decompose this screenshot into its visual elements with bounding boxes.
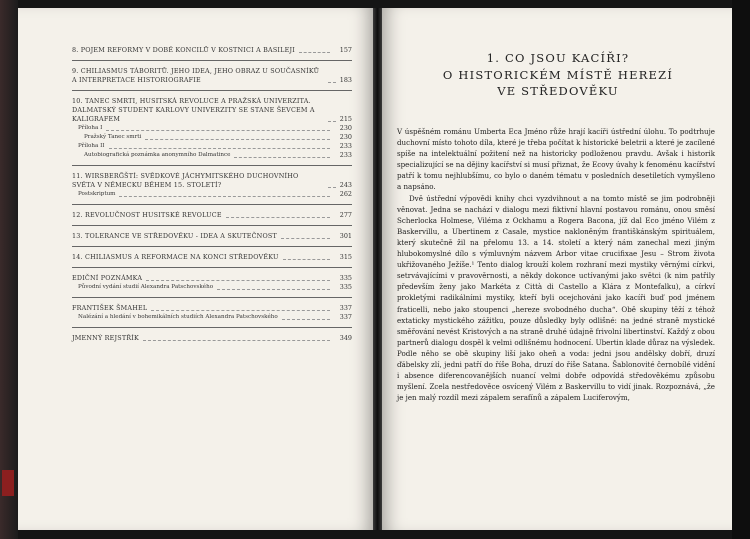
toc-entry-title: EDIČNÍ POZNÁMKA <box>72 274 143 282</box>
body-paragraph: V úspěšném románu Umberta Eca Jméno růže hrají kacíři ústřední úlohu. To podtrhuje duchovní místo tohoto díla, které je třeba počítat k historické beletrii a které je zacílené spíše na intelektuální požitení než na historicky podloženou pravdu. Avšak i historik specializující se na dějiny kacířství si musí přiznat, že Ecovy úvahy k fenoménu kacířství patří k tomu nejhlubšímu, co bylo o daném tématu v posledních desetiletích vymyšleno a napsáno. <box>397 127 715 192</box>
toc-entry <box>72 46 352 55</box>
book-spine-left <box>0 0 18 539</box>
toc-entry-page: 315 <box>339 253 352 261</box>
toc-group <box>72 274 352 298</box>
toc-group <box>72 334 352 348</box>
toc-leader-dots <box>146 280 330 281</box>
toc-entry-title: Autobiografická poznámka anonymního Dalmatince <box>84 152 231 158</box>
toc-entry <box>72 124 352 133</box>
toc-entry-title: Příloha I <box>78 125 103 131</box>
toc-entry <box>72 190 352 199</box>
toc-group <box>72 46 352 61</box>
book-edge-right <box>732 0 750 539</box>
toc-leader-dots <box>283 259 330 260</box>
toc-entry-page: 230 <box>339 133 352 141</box>
toc-entry <box>72 151 352 160</box>
toc-entry-page: 301 <box>339 232 352 240</box>
bookmark-ribbon <box>2 470 14 496</box>
toc-entry <box>72 253 352 262</box>
body-paragraph: Dvě ústřední výpovědi knihy chci vyzdvihnout a na tomto místě se jim podrobněji věnovat. Jedna se nachází v dialogu mezi fiktivní hlavní postavou románu, onou směsí Scherlocka Holmese, Viléma z Ockhamu a Rogera Bacona, jíž dal Eco jméno Vilém z Baskervillu, a Ubertinem z Casale, mystice nakloněným františkánským spirituálem, který skutečně žil na přelomu 13. a 14. století a který nám zanechal mezi jiným hlubokomyslné dílo s výmluvným názvem Arbor vitae crucifixae Jesu – Strom života ukřižovaného Ježíše.¹ Tento dialog krouží kolem rozhraní mezi mystiky věrnými církvi, setrvávajícími v pravověrnosti, a někdy dokonce uctívanými jako světci (k nim patřily především ženy jako Markéta z Città di Castello a Klára z Montefalku), a církví prokletými radikálními mystiky, kteří byli ocejchováni jako kacíři buď pod jménem fraticelli, nebo jako stoupenci „hereze svobodného ducha“. Obě skupiny těží z téhož extaticky mystického zážitku, pouze důsledky byly odlišné: na jedné straně mystické směřování nevést Kristových a na straně druhé údajně frivolní libertinství. Každý z obou partnerů dialogu dospěl k velmi odlišnému hodnocení. Ubertin klade důraz na výsledek. Podle něho se obě skupiny liší jako oheň a voda: jedni jsou andělsky dobří, druzí ďábelsky zlí, jedni patří do říše Boha, druzí do říše Satana. Šablonovité černobílé vidění i absence diferencovanějších nuancí velmi dobře odpovídá středověkému způsobu myšlení. Zcela nestředověce osvícený Vilém z Baskervillu to vidí jinak. Rozpoznává, „že je jen malý rozdíl mezi zápalem serafínů a zápalem Luciferovým, <box>397 193 715 403</box>
toc-entry <box>72 334 352 343</box>
toc-entry <box>72 172 352 190</box>
toc-entry <box>72 97 352 124</box>
toc-entry-title: 12. REVOLUČNOST HUSITSKÉ REVOLUCE <box>72 211 222 219</box>
toc-leader-dots <box>299 52 330 53</box>
toc-leader-dots <box>145 139 330 140</box>
toc-entry-title: 10. TANEC SMRTI, HUSITSKÁ REVOLUCE A PRAŽSKÁ UNIVERZITA. DALMATSKÝ STUDENT KARLOVY UNIVERZITY SE STANE ŠEVCEM A KALIGRAFEM <box>72 97 315 123</box>
toc-entry-title: 13. TOLERANCE VE STŘEDOVĚKU - IDEA A SKUTEČNOST <box>72 232 277 240</box>
toc-entry-title: Nalézání a hledání v bohemikálních studiích Alexandra Patschovského <box>78 314 278 320</box>
toc-entry <box>72 274 352 283</box>
toc-entry-title: 8. POJEM REFORMY V DOBĚ KONCILŮ V KOSTNICI A BASILEJI <box>72 46 295 54</box>
toc-leader-dots <box>328 121 336 122</box>
table-of-contents <box>72 46 352 354</box>
chapter-body <box>397 126 715 403</box>
toc-group <box>72 232 352 247</box>
toc-entry-page: 243 <box>339 181 352 189</box>
toc-entry <box>72 283 352 292</box>
toc-group <box>72 67 352 91</box>
toc-leader-dots <box>217 289 330 290</box>
toc-leader-dots <box>119 196 330 197</box>
toc-entry-title: Postskriptum <box>78 191 116 197</box>
toc-entry-page: 233 <box>339 151 352 159</box>
toc-entry-title: Pražský Tanec smrti <box>84 134 142 140</box>
chapter-title-line: VE STŘEDOVĚKU <box>497 84 619 98</box>
toc-entry-page: 335 <box>339 274 352 282</box>
toc-leader-dots <box>106 130 330 131</box>
toc-leader-dots <box>281 238 330 239</box>
toc-entry-page: 277 <box>339 211 352 219</box>
toc-entry-page: 157 <box>339 46 352 54</box>
chapter-title <box>398 50 718 100</box>
toc-leader-dots <box>109 148 330 149</box>
toc-entry <box>72 232 352 241</box>
toc-entry-title: FRANTIŠEK ŠMAHEL <box>72 304 148 312</box>
toc-entry <box>72 313 352 322</box>
chapter-title-line: 1. CO JSOU KACÍŘI? <box>486 51 630 65</box>
toc-entry-page: 230 <box>339 124 352 132</box>
toc-entry-page: 215 <box>339 115 352 123</box>
toc-leader-dots <box>151 310 330 311</box>
chapter-title-line: O HISTORICKÉM MÍSTĚ HEREZÍ <box>442 67 674 82</box>
toc-leader-dots <box>143 340 330 341</box>
toc-entry <box>72 133 352 142</box>
toc-group <box>72 97 352 166</box>
toc-entry-title: 11. WIRSBERG̃ŠTÍ: SVĚDKOVÉ JÁCHYMITSKÉHO DUCHOVNÍHO SVĚTA V NĚMECKU BĚHEM 15. STOLETÍ? <box>72 172 299 189</box>
toc-entry-page: 183 <box>339 76 352 84</box>
toc-group <box>72 211 352 226</box>
toc-entry-title: Příloha II <box>78 143 105 149</box>
toc-entry <box>72 211 352 220</box>
toc-entry-title: Původní vydání studií Alexandra Patschovského <box>78 284 214 290</box>
toc-entry-title: JMENNÝ REJSTŘÍK <box>72 334 139 342</box>
toc-entry-page: 349 <box>339 334 352 342</box>
toc-leader-dots <box>282 319 330 320</box>
toc-group <box>72 172 352 205</box>
toc-entry-page: 337 <box>339 304 352 312</box>
toc-leader-dots <box>226 217 330 218</box>
toc-entry-page: 335 <box>339 283 352 291</box>
toc-leader-dots <box>328 187 336 188</box>
toc-group <box>72 304 352 328</box>
toc-entry-page: 262 <box>339 190 352 198</box>
toc-group <box>72 253 352 268</box>
toc-entry <box>72 142 352 151</box>
toc-entry <box>72 304 352 313</box>
toc-entry-title: 14. CHILIASMUS A REFORMACE NA KONCI STŘEDOVĚKU <box>72 253 279 261</box>
toc-entry-title: 9. CHILIASMUS TÁBORITŮ. JEHO IDEA, JEHO OBRAZ U SOUČASNÍKŮ A INTERPRETACE HISTORIOGRAFIE <box>72 67 320 84</box>
toc-entry <box>72 67 352 85</box>
book-gutter <box>373 8 382 530</box>
toc-entry-page: 337 <box>339 313 352 321</box>
toc-entry-page: 233 <box>339 142 352 150</box>
toc-leader-dots <box>328 82 336 83</box>
toc-leader-dots <box>234 157 330 158</box>
